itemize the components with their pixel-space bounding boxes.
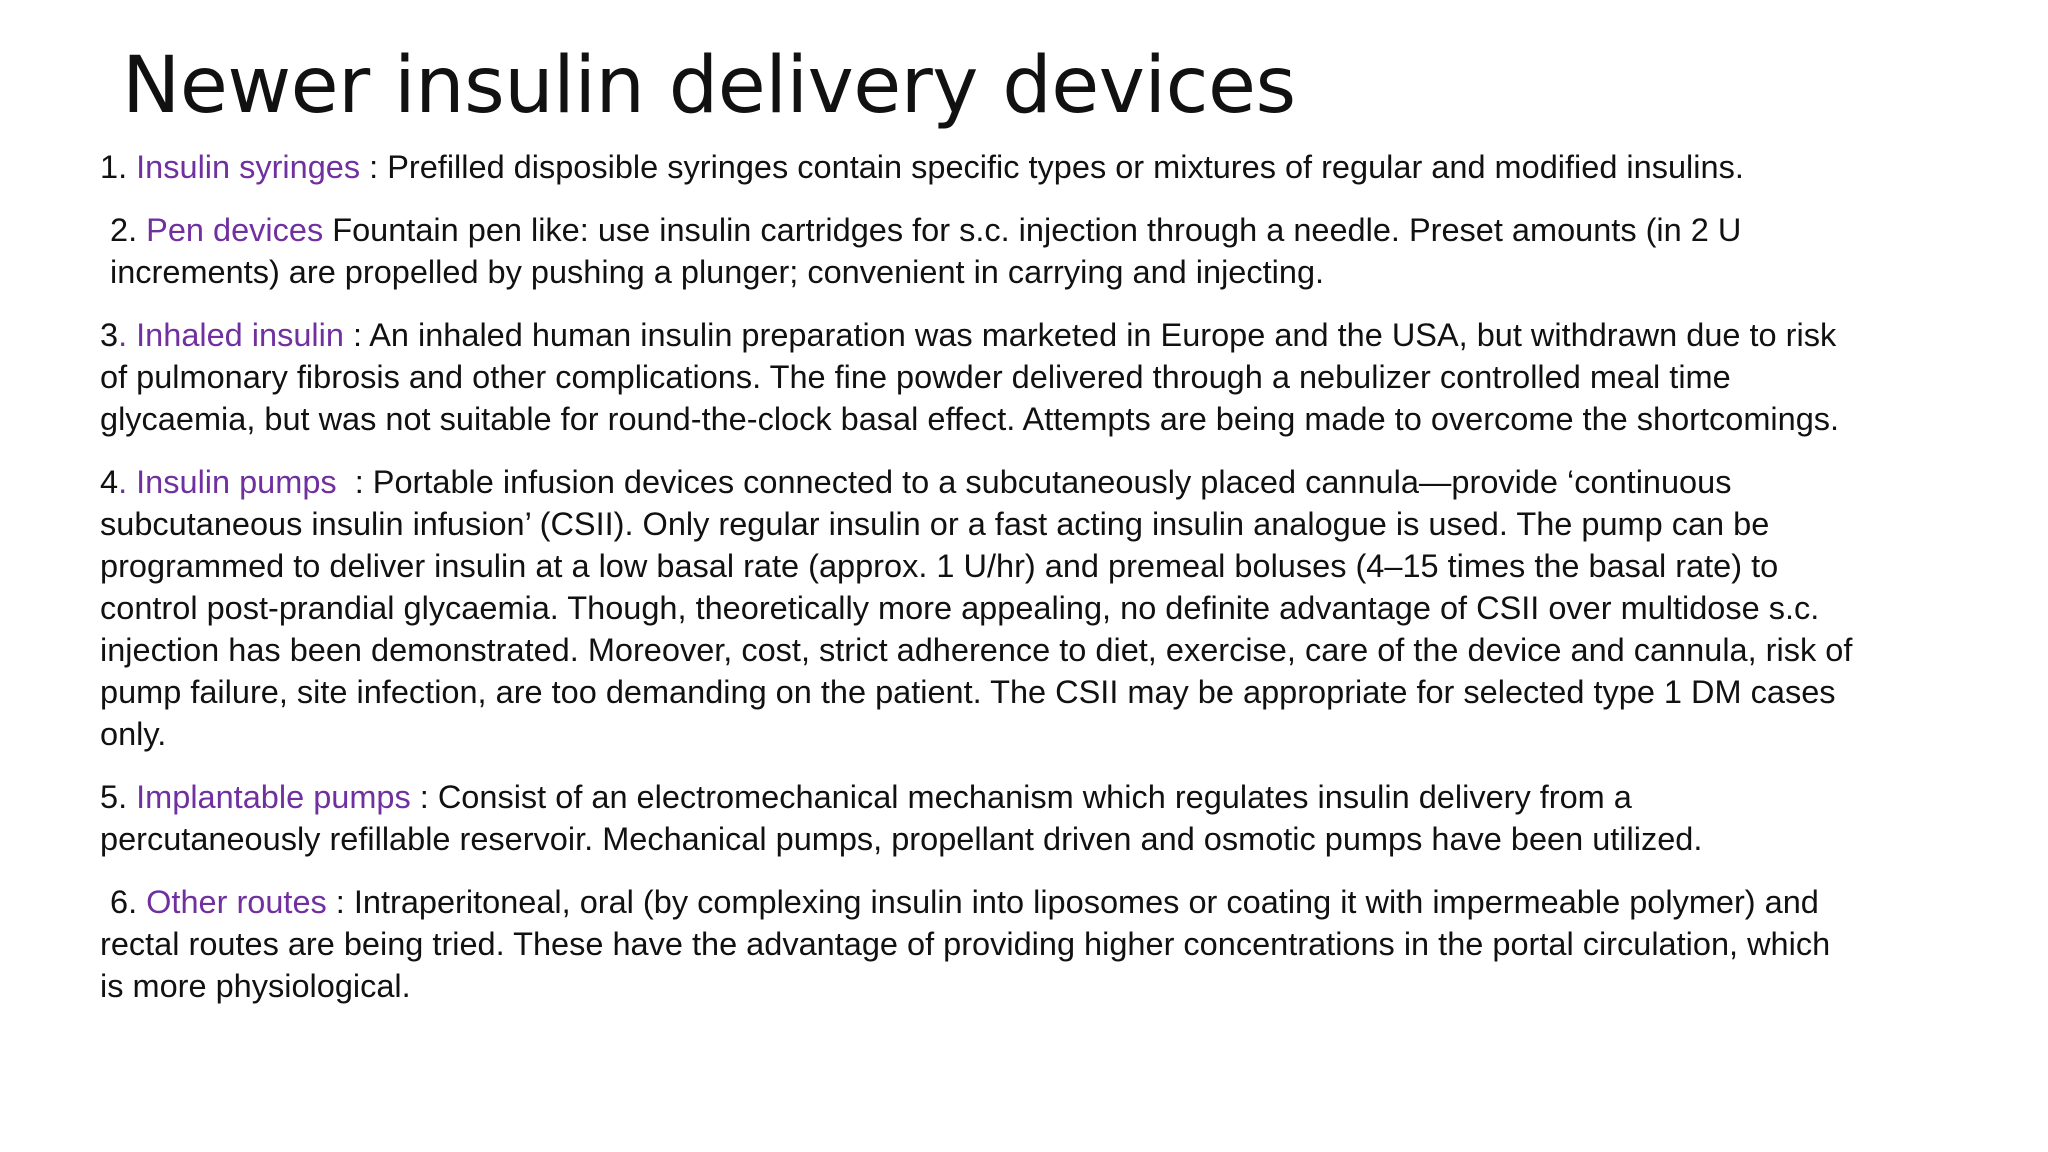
slide-title: Newer insulin delivery devices	[122, 41, 1296, 131]
list-item-insulin-pumps	[100, 461, 1860, 755]
item-number: 3	[100, 317, 119, 353]
item-number: 2.	[110, 212, 138, 248]
item-number: 5.	[100, 779, 128, 815]
item-term: . Insulin pumps	[118, 464, 337, 500]
item-text: : Prefilled disposible syringes contain specific types or mixtures of regular and modified insulins.	[360, 149, 1744, 185]
item-text: Fountain pen like: use insulin cartridges for s.c. injection through a needle. Preset amounts (in 2 U increments) are propelled by pushing a plunger; convenient in carrying and injecting.	[110, 212, 1742, 290]
item-text: : Consist of an electromechanical mechanism which regulates insulin delivery from a percutaneously refillable reservoir. Mechanical pumps, propellant driven and osmotic pumps have been utilized.	[100, 779, 1703, 857]
list-item-pen-devices	[100, 209, 1860, 293]
item-number: 1.	[100, 149, 128, 185]
item-number: 4	[100, 464, 119, 500]
item-term: . Inhaled insulin	[118, 317, 344, 353]
numbered-list	[100, 146, 1860, 1028]
list-item-implantable-pumps	[100, 776, 1860, 860]
item-text: : Intraperitoneal, oral (by complexing insulin into liposomes or coating it with impermeable polymer) and rectal routes are being tried. These have the advantage of providing higher concentrations in the portal circulation, which is more physiological.	[100, 884, 1831, 1004]
item-text: : Portable infusion devices connected to a subcutaneously placed cannula—provide ‘continuous subcutaneous insulin infusion’ (CSII). Only regular insulin or a fast acting insulin analogue is used. The pump can be programmed to deliver insulin at a low basal rate (approx. 1 U/hr) and premeal boluses (4–15 times the basal rate) to control post-prandial glycaemia. Though, theoretically more appealing, no definite advantage of CSII over multidose s.c. injection has been demonstrated. Moreover, cost, strict adherence to diet, exercise, care of the device and cannula, risk of pump failure, site infection, are too demanding on the patient. The CSII may be appropriate for selected type 1 DM cases only.	[100, 464, 1862, 752]
item-term: Insulin syringes	[127, 149, 361, 185]
item-term: Pen devices	[137, 212, 324, 248]
list-item-inhaled-insulin	[100, 314, 1860, 440]
list-item-other-routes	[100, 881, 1860, 1007]
list-item-insulin-syringes	[100, 146, 1860, 188]
item-term: Other routes	[137, 884, 327, 920]
item-term: Implantable pumps	[127, 779, 411, 815]
item-number: 6.	[110, 884, 138, 920]
item-text: : An inhaled human insulin preparation was marketed in Europe and the USA, but withdrawn due to risk of pulmonary fibrosis and other complications. The fine powder delivered through a nebulizer controlled meal time glycaemia, but was not suitable for round-the-clock basal effect. Attempts are being made to overcome the shortcomings.	[100, 317, 1840, 437]
